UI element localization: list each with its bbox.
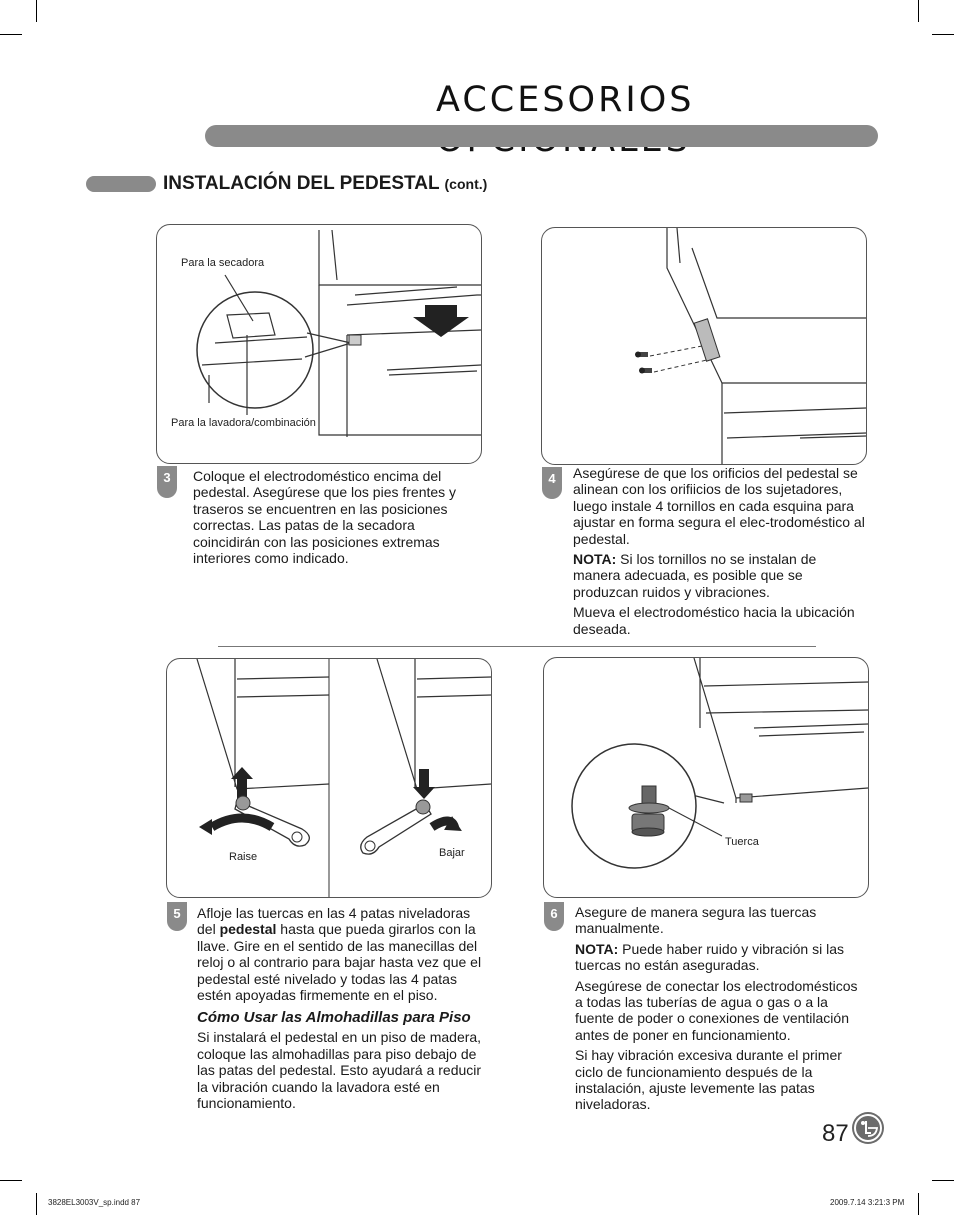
crop-mark bbox=[918, 1193, 919, 1215]
label-para-secadora: Para la secadora bbox=[181, 257, 265, 269]
step-4-text bbox=[573, 465, 866, 641]
figure-step-6 bbox=[543, 657, 869, 898]
step-number-4: 4 bbox=[542, 467, 562, 499]
crop-mark bbox=[36, 0, 37, 22]
wrench-icon bbox=[361, 800, 431, 854]
figure-step-4 bbox=[541, 227, 867, 465]
figure-step-3 bbox=[156, 224, 482, 464]
step-number-5: 5 bbox=[167, 902, 187, 931]
figure-5-illustration bbox=[167, 659, 491, 897]
crop-mark bbox=[918, 0, 919, 22]
label-tuerca: Tuerca bbox=[725, 836, 759, 848]
section-pill bbox=[86, 176, 156, 192]
figure-4-illustration bbox=[542, 228, 866, 464]
step-4-paragraph: Asegúrese de que los orificios del pedestal se alinean con los orifiicios de los sujetadores, luego instale 4 tornillos en cada esquina para ajustar en forma segura el elec-trodoméstico al pedestal. bbox=[573, 465, 865, 547]
divider bbox=[218, 646, 816, 647]
label-bajar: Bajar bbox=[439, 847, 465, 859]
section-heading bbox=[163, 173, 487, 195]
lg-logo-icon bbox=[852, 1112, 884, 1144]
arrow-down-icon bbox=[413, 769, 435, 799]
page-number: 87 bbox=[822, 1120, 849, 1147]
screw-icon bbox=[635, 352, 648, 358]
note-text: Si los tornillos no se instalan de manera adecuada, es posible que se produzcan ruidos y vibraciones. bbox=[573, 551, 817, 600]
step-number-3: 3 bbox=[157, 466, 177, 498]
title-bar bbox=[205, 125, 878, 147]
note-text: Puede haber ruido y vibración si las tuercas no están aseguradas. bbox=[575, 940, 844, 974]
figure-6-illustration bbox=[544, 658, 868, 897]
step-6-paragraph: Asegure de manera segura las tuercas manualmente. bbox=[575, 904, 817, 937]
footer-timestamp: 2009.7.14 3:21:3 PM bbox=[830, 1198, 905, 1207]
figure-step-5 bbox=[166, 658, 492, 898]
crop-mark bbox=[0, 34, 22, 35]
crop-mark bbox=[932, 1180, 954, 1181]
step-3-text bbox=[193, 468, 478, 570]
page-title: ACCESORIOS bbox=[436, 80, 695, 120]
step-3-paragraph: Coloque el electrodoméstico encima del pedestal. Asegúrese que los pies frentes y traseros se encuentren en las posiciones correctas. Las patas de la secadora coincidirán con las posiciones extremas interiores como indicado. bbox=[193, 468, 457, 567]
step-6-paragraph-2: Asegúrese de conectar los electrodomésticos a todas las tuberías de agua o gas o a la fuente de poder o conexiones de ventilación antes de poner en funcionamiento. bbox=[575, 977, 858, 1043]
section-suffix: (cont.) bbox=[444, 176, 488, 192]
detail-circle bbox=[197, 292, 313, 408]
step-5-text bbox=[197, 905, 489, 1115]
crop-mark bbox=[36, 1193, 37, 1215]
footer-file: 3828EL3003V_sp.indd 87 bbox=[48, 1198, 141, 1207]
arrow-up-icon bbox=[231, 767, 253, 799]
step-4-note bbox=[573, 551, 866, 600]
step-5-subtext: Si instalará el pedestal en un piso de madera, coloque las almohadillas para piso debajo de las patas del pedestal. Esto ayudará a reducir la vibración cuando la lavadora esté en funcionamiento. bbox=[197, 1029, 482, 1112]
label-para-lavadora: Para la lavadora/combinación bbox=[171, 417, 316, 429]
label-raise: Raise bbox=[229, 851, 258, 863]
step-6-note bbox=[575, 941, 867, 974]
subheading-almohadillas: Cómo Usar las Almohadillas para Piso bbox=[197, 1009, 471, 1027]
note-label: NOTA: bbox=[575, 940, 619, 957]
crop-mark bbox=[0, 1180, 22, 1181]
crop-mark bbox=[932, 34, 954, 35]
step-6-paragraph-3: Si hay vibración excesiva durante el primer ciclo de funcionamiento después de la instalación, ajuste levemente las patas niveladoras. bbox=[575, 1047, 842, 1113]
step-5-paragraph: Afloje las tuercas en las 4 patas niveladoras del pedestal hasta que pueda girarlos con la llave. Gire en el sentido de las manecillas del reloj o al contrario para bajar hasta vez que el pedestal esté nivelado y todas las 4 patas estén apoyadas firmemente en el piso. bbox=[197, 905, 482, 1004]
screw-icon bbox=[639, 368, 652, 374]
rotate-arrow-icon bbox=[199, 819, 212, 835]
section-title: INSTALACIÓN DEL PEDESTAL bbox=[163, 173, 440, 194]
step-number-6: 6 bbox=[544, 902, 564, 931]
note-label: NOTA: bbox=[573, 551, 617, 568]
step-6-text bbox=[575, 904, 867, 1117]
step-4-extra: Mueva el electrodoméstico hacia la ubicación deseada. bbox=[573, 604, 855, 637]
